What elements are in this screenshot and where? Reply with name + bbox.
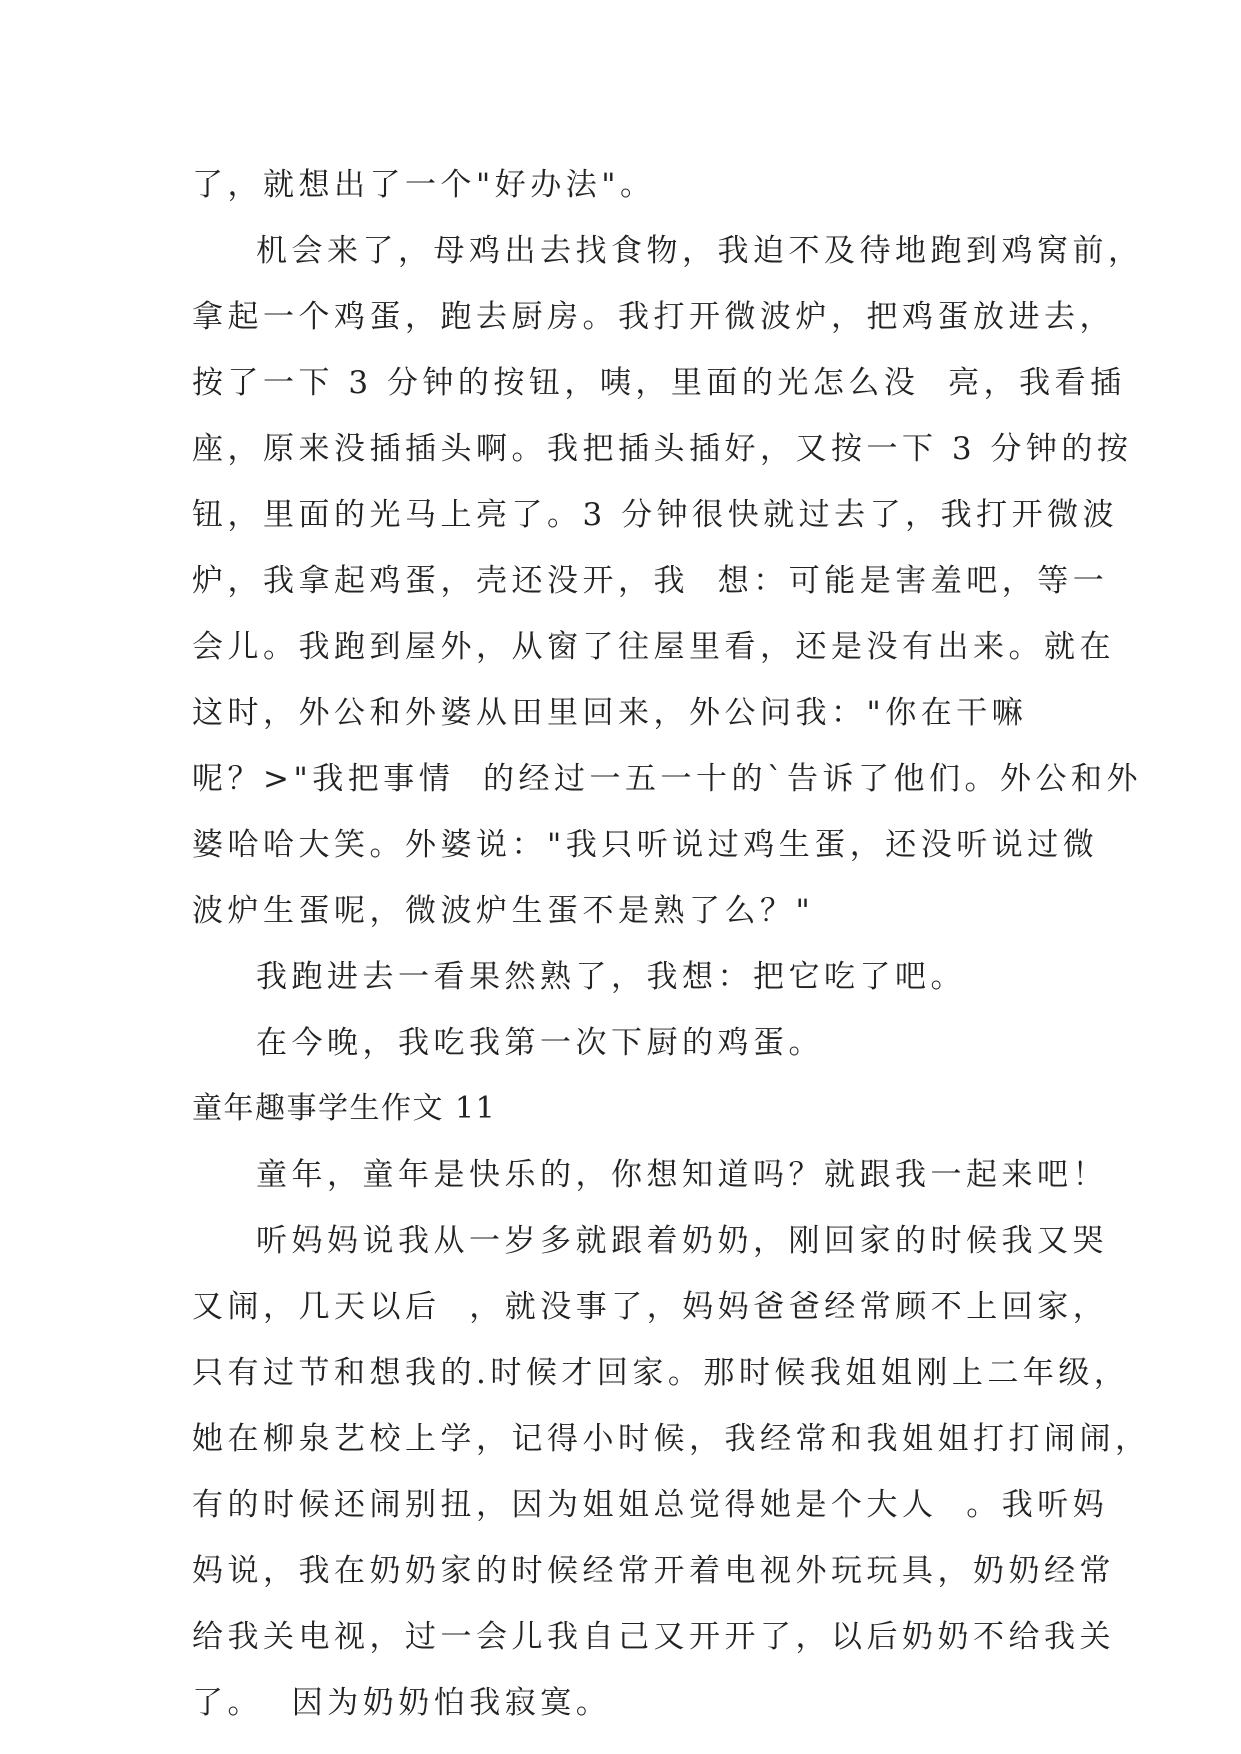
text-line-3: 拿起一个鸡蛋，跑去厨房。我打开微波炉，把鸡蛋放进去，: [192, 299, 1115, 335]
text-line-23: 给我关电视，过一会儿我自己又开开了，以后奶奶不给我关: [192, 1619, 1115, 1655]
text-line-20: 她在柳泉艺校上学，记得小时候，我经常和我姐姐打打闹闹，: [192, 1421, 1151, 1457]
text-line-9: 这时，外公和外婆从田里回来，外公问我："你在干嘛: [192, 695, 1028, 731]
paragraph-first-line: 童年，童年是快乐的，你想知道吗？就跟我一起来吧！: [256, 1157, 1108, 1193]
paragraph-first-line: 机会来了，母鸡出去找食物，我迫不及待地跑到鸡窝前，: [256, 233, 1144, 269]
text-line-7: 炉，我拿起鸡蛋，壳还没开，我 想：可能是害羞吧，等一: [192, 563, 1109, 599]
text-line-5: 座，原来没插插头啊。我把插头插好，又按一下 3 分钟的按: [192, 431, 1133, 467]
text-line-21: 有的时候还闹别扭，因为姐姐总觉得她是个大人 。我听妈: [192, 1487, 1109, 1523]
text-line-24: 了。 因为奶奶怕我寂寞。: [192, 1685, 612, 1721]
text-line-22: 妈说，我在奶奶家的时候经常开着电视外玩玩具，奶奶经常: [192, 1553, 1115, 1589]
text-line-10: 呢？>"我把事情 的经过一五一十的`告诉了他们。外公和外: [192, 761, 1142, 797]
section-heading: 童年趣事学生作文 11: [192, 1091, 497, 1126]
text-line-12: 波炉生蛋呢，微波炉生蛋不是熟了么？": [192, 893, 815, 929]
text-line-18: 又闹，几天以后 ，就没事了，妈妈爸爸经常顾不上回家，: [192, 1289, 1109, 1325]
paragraph-first-line: 我跑进去一看果然熟了，我想：把它吃了吧。: [256, 959, 966, 995]
text-line-11: 婆哈哈大笑。外婆说："我只听说过鸡生蛋，还没听说过微: [192, 827, 1099, 863]
paragraph-first-line: 听妈妈说我从一岁多就跟着奶奶，刚回家的时候我又哭: [256, 1223, 1108, 1259]
text-line-19: 只有过节和想我的.时候才回家。那时候我姐姐刚上二年级，: [192, 1355, 1130, 1391]
text-line-4: 按了一下 3 分钟的按钮，咦，里面的光怎么没 亮，我看插: [192, 365, 1126, 401]
paragraph-first-line: 在今晚，我吃我第一次下厨的鸡蛋。: [256, 1025, 824, 1061]
text-line-8: 会儿。我跑到屋外，从窗了往屋里看，还是没有出来。就在: [192, 629, 1115, 665]
text-line-6: 钮，里面的光马上亮了。3 分钟很快就过去了，我打开微波: [192, 497, 1119, 533]
text-line-1: 了，就想出了一个"好办法"。: [192, 167, 656, 203]
